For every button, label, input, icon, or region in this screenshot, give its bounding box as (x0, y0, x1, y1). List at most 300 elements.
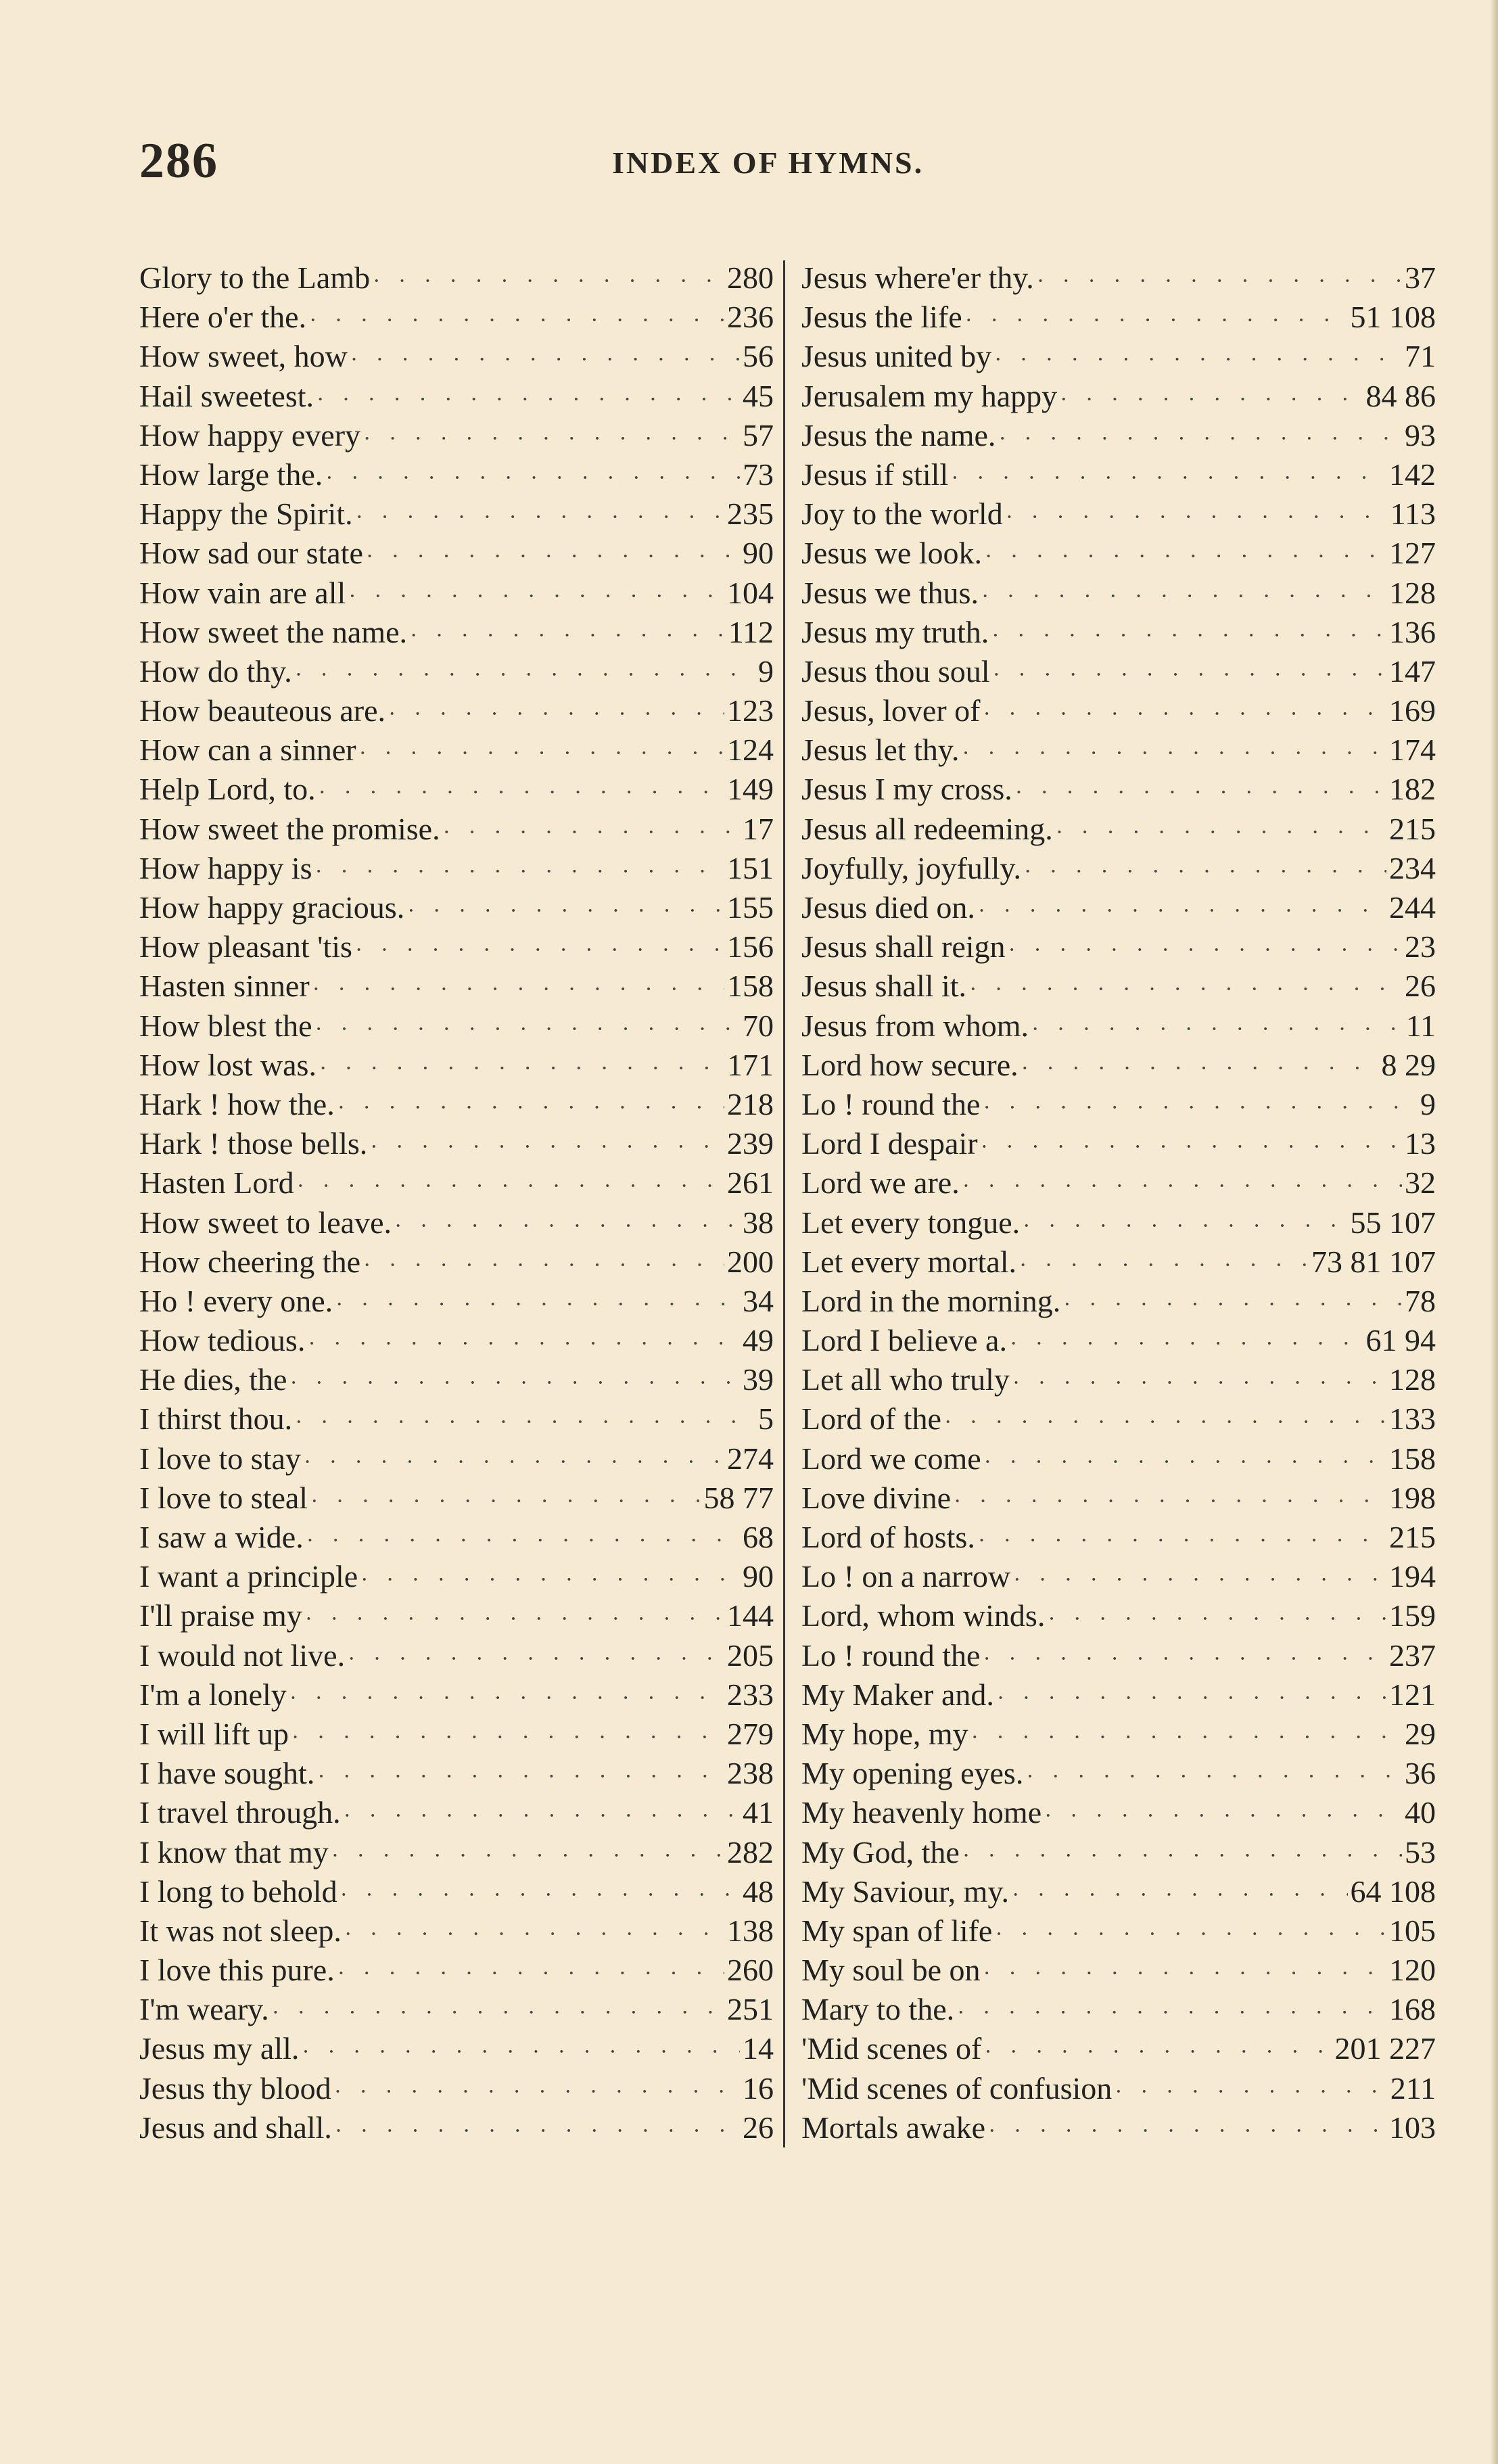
index-entry (801, 1675, 1436, 1715)
index-entry (139, 1754, 774, 1793)
hymn-first-line: Jesus we look. (801, 536, 983, 571)
dot-leader (310, 1482, 701, 1518)
dot-leader (1024, 852, 1386, 888)
dot-leader (337, 1954, 724, 1990)
hymn-page-numbers: 73 (743, 457, 774, 492)
hymn-first-line: Jesus thy blood (139, 2070, 331, 2106)
hymn-page-numbers: 155 (727, 890, 774, 925)
dot-leader (1048, 1600, 1386, 1635)
dot-leader (360, 1560, 740, 1596)
dot-leader (969, 970, 1402, 1006)
index-entry (139, 967, 774, 1006)
hymn-first-line: I will lift up (139, 1716, 289, 1751)
hymn-page-numbers: 112 (728, 614, 774, 649)
dot-leader (951, 459, 1386, 494)
hymn-first-line: Joy to the world (801, 496, 1003, 532)
dot-leader (363, 419, 740, 455)
index-entry (801, 1439, 1436, 1479)
dot-leader (1031, 1010, 1403, 1046)
dot-leader (309, 301, 724, 337)
dot-leader (295, 655, 755, 691)
index-entry (801, 1242, 1436, 1282)
dot-leader (344, 1915, 724, 1951)
hymn-page-numbers: 151 (727, 850, 774, 885)
index-entry (139, 1282, 774, 1321)
index-entry (139, 1124, 774, 1163)
hymn-page-numbers: 234 (1389, 850, 1436, 885)
dot-leader (302, 2032, 740, 2068)
hymn-first-line: Jesus thou soul (801, 653, 990, 689)
hymn-first-line: Lord we come (801, 1441, 981, 1476)
index-entry (139, 337, 774, 376)
hymn-page-numbers: 61 94 (1365, 1323, 1436, 1358)
hymn-page-numbers: 198 (1389, 1480, 1436, 1515)
hymn-page-numbers: 218 (727, 1086, 774, 1121)
hymn-page-numbers: 55 107 (1350, 1205, 1436, 1240)
hymn-page-numbers: 239 (727, 1126, 774, 1161)
index-entry (139, 1321, 774, 1360)
index-entry (801, 1793, 1436, 1832)
hymn-first-line: How beauteous are. (139, 693, 386, 728)
dot-leader (962, 1836, 1402, 1872)
hymn-first-line: My heavenly home (801, 1795, 1042, 1830)
dot-leader (978, 1521, 1386, 1557)
dot-leader (991, 616, 1386, 652)
hymn-page-numbers: 156 (727, 929, 774, 964)
hymn-first-line: I love this pure. (139, 1953, 335, 1988)
dot-leader (1010, 1324, 1363, 1360)
hymn-page-numbers: 9 (758, 653, 774, 689)
dot-leader (344, 1796, 740, 1832)
dot-leader (984, 2032, 1332, 2068)
hymn-page-numbers: 5 (758, 1401, 774, 1437)
index-column-right (801, 258, 1436, 2147)
dot-leader (1015, 773, 1386, 809)
hymn-page-numbers: 8 29 (1381, 1047, 1436, 1082)
index-entry (139, 613, 774, 652)
dot-leader (965, 301, 1348, 337)
hymn-first-line: Hasten sinner (139, 969, 310, 1004)
index-entry (801, 927, 1436, 967)
hymn-first-line: Mary to the. (801, 1992, 955, 2027)
hymn-page-numbers: 127 (1389, 536, 1436, 571)
dot-leader (295, 1403, 755, 1439)
hymn-page-numbers: 280 (727, 260, 774, 295)
dot-leader (988, 2112, 1386, 2147)
hymn-page-numbers: 23 (1405, 929, 1436, 964)
index-entry (801, 1596, 1436, 1635)
dot-leader (355, 931, 724, 967)
dot-leader (370, 1128, 724, 1163)
dot-leader (366, 537, 740, 573)
dot-leader (317, 1757, 724, 1793)
hymn-page-numbers: 200 (727, 1244, 774, 1279)
dot-leader (944, 1403, 1386, 1439)
dot-leader (407, 891, 724, 927)
hymn-page-numbers: 121 (1389, 1677, 1436, 1712)
index-entry (139, 2108, 774, 2147)
hymn-page-numbers: 14 (743, 2031, 774, 2066)
index-entry (139, 691, 774, 730)
hymn-page-numbers: 142 (1389, 457, 1436, 492)
hymn-first-line: Hark ! how the. (139, 1086, 335, 1121)
index-entry (139, 652, 774, 691)
index-entry (139, 1360, 774, 1399)
hymn-page-numbers: 235 (727, 496, 774, 532)
dot-leader (1012, 1364, 1386, 1399)
index-entry (801, 574, 1436, 613)
hymn-first-line: Lord I despair (801, 1126, 978, 1161)
index-entry (801, 849, 1436, 888)
hymn-page-numbers: 48 (743, 1874, 774, 1909)
hymn-first-line: How cheering the (139, 1244, 360, 1279)
hymn-page-numbers: 34 (743, 1283, 774, 1318)
hymn-first-line: I know that my (139, 1834, 329, 1869)
index-entry (801, 494, 1436, 534)
hymn-page-numbers: 169 (1389, 693, 1436, 728)
dot-leader (335, 1285, 740, 1321)
dot-leader (962, 734, 1386, 770)
hymn-page-numbers: 13 (1405, 1126, 1436, 1161)
hymn-page-numbers: 17 (743, 811, 774, 846)
hymn-page-numbers: 29 (1405, 1716, 1436, 1751)
hymn-page-numbers: 233 (727, 1677, 774, 1712)
dot-leader (984, 1443, 1386, 1479)
hymn-first-line: How sweet to leave. (139, 1205, 392, 1240)
dot-leader (289, 1679, 724, 1715)
hymn-first-line: Jesus I my cross. (801, 772, 1012, 807)
hymn-page-numbers: 201 227 (1334, 2031, 1436, 2066)
dot-leader (331, 1836, 724, 1872)
hymn-first-line: Ho ! every one. (139, 1283, 333, 1318)
hymn-first-line: Jesus all redeeming. (801, 811, 1053, 846)
hymn-first-line: Jesus if still (801, 457, 949, 492)
hymn-first-line: Jerusalem my happy (801, 378, 1058, 413)
index-entry (139, 377, 774, 416)
dot-leader (312, 970, 724, 1006)
hymn-page-numbers: 274 (727, 1441, 774, 1476)
dot-leader (985, 537, 1386, 573)
hymn-first-line: Jesus, lover of (801, 693, 981, 728)
hymn-first-line: Lord of the (801, 1401, 941, 1437)
hymn-first-line: Jesus let thy. (801, 733, 960, 768)
dot-leader (335, 2112, 740, 2147)
hymn-page-numbers: 84 86 (1365, 378, 1436, 413)
dot-leader (315, 1010, 740, 1046)
hymn-page-numbers: 73 81 107 (1311, 1244, 1436, 1279)
hymn-first-line: My opening eyes. (801, 1756, 1024, 1791)
hymn-page-numbers: 261 (727, 1165, 774, 1201)
hymn-page-numbers: 205 (727, 1637, 774, 1673)
hymn-page-numbers: 58 77 (703, 1480, 774, 1515)
index-entry (139, 927, 774, 967)
hymn-first-line: How sweet the promise. (139, 811, 440, 846)
index-entry (139, 730, 774, 770)
index-entry (139, 416, 774, 455)
index-entry (139, 1046, 774, 1085)
hymn-first-line: He dies, the (139, 1362, 287, 1397)
hymn-page-numbers: 128 (1389, 1362, 1436, 1397)
dot-leader (297, 1167, 724, 1203)
index-entry (139, 1399, 774, 1439)
index-entry (139, 810, 774, 849)
index-entry (139, 1085, 774, 1124)
hymn-first-line: Lord, whom winds. (801, 1598, 1046, 1633)
index-entry (801, 1399, 1436, 1439)
hymn-page-numbers: 41 (743, 1795, 774, 1830)
dot-leader (340, 1876, 740, 1911)
hymn-page-numbers: 133 (1389, 1401, 1436, 1437)
index-entry (139, 1951, 774, 1990)
hymn-first-line: Lord of hosts. (801, 1520, 975, 1554)
hymn-first-line: Lo ! round the (801, 1086, 981, 1121)
dot-leader (334, 2072, 740, 2108)
hymn-first-line: My Maker and. (801, 1677, 994, 1712)
dot-leader (1008, 931, 1402, 967)
hymn-first-line: Love divine (801, 1480, 951, 1515)
hymn-first-line: Here o'er the. (139, 300, 307, 335)
index-entry (139, 1242, 774, 1282)
index-entry (801, 1715, 1436, 1754)
index-entry (801, 1911, 1436, 1951)
index-entry (801, 730, 1436, 770)
hymn-page-numbers: 144 (727, 1598, 774, 1633)
index-entry (801, 1360, 1436, 1399)
index-entry (139, 1911, 774, 1951)
dot-leader (1060, 380, 1363, 416)
index-entry (139, 1163, 774, 1203)
hymn-first-line: How do thy. (139, 653, 292, 689)
hymn-first-line: Glory to the Lamb (139, 260, 371, 295)
dot-leader (289, 1364, 740, 1399)
dot-leader (998, 419, 1402, 455)
hymn-first-line: I love to stay (139, 1441, 301, 1476)
index-entry (801, 416, 1436, 455)
hymn-first-line: Jesus died on. (801, 890, 975, 925)
hymn-page-numbers: 237 (1389, 1637, 1436, 1673)
dot-leader (337, 1088, 724, 1124)
dot-leader (272, 1993, 724, 2029)
dot-leader (981, 577, 1386, 613)
hymn-first-line: Jesus the name. (801, 417, 996, 452)
index-entry (801, 377, 1436, 416)
hymn-first-line: How sweet the name. (139, 614, 407, 649)
hymn-page-numbers: 90 (743, 1559, 774, 1594)
dot-leader (1115, 2072, 1387, 2108)
dot-leader (954, 1482, 1386, 1518)
dot-leader (315, 852, 724, 888)
dot-leader (363, 1246, 724, 1282)
hymn-page-numbers: 215 (1389, 811, 1436, 846)
index-entry (801, 888, 1436, 927)
dot-leader (319, 773, 724, 809)
hymn-page-numbers: 138 (727, 1913, 774, 1948)
index-entry (801, 1872, 1436, 1911)
index-entry (801, 652, 1436, 691)
hymn-page-numbers: 64 108 (1350, 1874, 1436, 1909)
index-entry (139, 2029, 774, 2068)
dot-leader (443, 813, 740, 849)
hymn-first-line: How large the. (139, 457, 323, 492)
hymn-first-line: Hark ! those bells. (139, 1126, 368, 1161)
hymn-page-numbers: 105 (1389, 1913, 1436, 1948)
dot-leader (962, 1167, 1402, 1203)
index-entry (801, 810, 1436, 849)
index-entry (139, 1833, 774, 1872)
dot-leader (350, 340, 740, 376)
hymn-first-line: How happy every (139, 417, 361, 452)
hymn-page-numbers: 16 (743, 2070, 774, 2106)
index-entry (139, 258, 774, 298)
hymn-first-line: Jesus the life (801, 300, 962, 335)
hymn-page-numbers: 149 (727, 772, 774, 807)
hymn-first-line: I love to steal (139, 1480, 308, 1515)
hymn-first-line: Help Lord, to. (139, 772, 316, 807)
hymn-page-numbers: 260 (727, 1953, 774, 1988)
dot-leader (373, 262, 724, 298)
index-entry (801, 455, 1436, 494)
index-entry (139, 298, 774, 337)
hymn-page-numbers: 90 (743, 536, 774, 571)
hymn-first-line: How happy gracious. (139, 890, 405, 925)
hymn-page-numbers: 32 (1405, 1165, 1436, 1201)
index-entry (801, 1203, 1436, 1242)
hymn-page-numbers: 70 (743, 1008, 774, 1043)
hymn-page-numbers: 26 (743, 2110, 774, 2145)
hymn-first-line: How tedious. (139, 1323, 306, 1358)
hymn-page-numbers: 128 (1389, 575, 1436, 610)
hymn-first-line: How vain are all (139, 575, 346, 610)
hymn-first-line: My soul be on (801, 1953, 981, 1988)
hymn-page-numbers: 123 (727, 693, 774, 728)
hymn-first-line: How sad our state (139, 536, 363, 571)
dot-leader (993, 655, 1386, 691)
hymn-first-line: How can a sinner (139, 733, 356, 768)
index-entry (139, 888, 774, 927)
hymn-page-numbers: 36 (1405, 1756, 1436, 1791)
dot-leader (983, 1954, 1387, 1990)
hymn-page-numbers: 211 (1390, 2070, 1436, 2106)
index-entry (139, 1203, 774, 1242)
hymn-first-line: Jesus my truth. (801, 614, 989, 649)
dot-leader (1056, 813, 1386, 849)
hymn-first-line: Lo ! round the (801, 1637, 981, 1673)
index-entry (139, 1006, 774, 1046)
hymn-page-numbers: 103 (1389, 2110, 1436, 2145)
hymn-first-line: Let every mortal. (801, 1244, 1017, 1279)
hymn-first-line: I would not live. (139, 1637, 346, 1673)
hymn-page-numbers: 158 (1389, 1441, 1436, 1476)
index-entry (801, 298, 1436, 337)
dot-leader (305, 1600, 724, 1635)
index-entry (801, 1321, 1436, 1360)
hymn-first-line: Let all who truly (801, 1362, 1010, 1397)
dot-leader (1012, 1876, 1348, 1911)
dot-leader (317, 380, 740, 416)
hymn-page-numbers: 113 (1390, 496, 1436, 532)
hymn-page-numbers: 182 (1389, 772, 1436, 807)
dot-leader (291, 1718, 724, 1754)
hymn-first-line: I'll praise my (139, 1598, 302, 1633)
hymn-page-numbers: 93 (1405, 417, 1436, 452)
index-entry (801, 691, 1436, 730)
index-entry (801, 2108, 1436, 2147)
hymn-first-line: How blest the (139, 1008, 312, 1043)
dot-leader (983, 1088, 1418, 1124)
index-entry (801, 1006, 1436, 1046)
index-entry (801, 258, 1436, 298)
index-entry (139, 1557, 774, 1596)
index-entry (139, 849, 774, 888)
page-edge-shadow (1490, 0, 1498, 2464)
index-entry (801, 337, 1436, 376)
index-entry (139, 770, 774, 809)
hymn-first-line: Jesus my all. (139, 2031, 300, 2066)
index-entry (801, 1282, 1436, 1321)
dot-leader (1021, 1049, 1379, 1085)
index-entry (801, 1951, 1436, 1990)
hymn-page-numbers: 159 (1389, 1598, 1436, 1633)
hymn-first-line: How lost was. (139, 1047, 317, 1082)
hymn-first-line: 'Mid scenes of confusion (801, 2070, 1113, 2106)
dot-leader (304, 1443, 724, 1479)
hymn-first-line: Hail sweetest. (139, 378, 314, 413)
hymn-first-line: 'Mid scenes of (801, 2031, 982, 2066)
hymn-page-numbers: 282 (727, 1834, 774, 1869)
index-entry (801, 1046, 1436, 1085)
index-entry (801, 1557, 1436, 1596)
index-entry (801, 1636, 1436, 1675)
dot-leader (983, 695, 1386, 730)
dot-leader (410, 616, 726, 652)
dot-leader (308, 1324, 740, 1360)
hymn-page-numbers: 9 (1420, 1086, 1436, 1121)
hymn-first-line: My Saviour, my. (801, 1874, 1009, 1909)
dot-leader (978, 891, 1386, 927)
dot-leader (319, 1049, 724, 1085)
hymn-first-line: I'm a lonely (139, 1677, 287, 1712)
index-entry (139, 574, 774, 613)
hymn-page-numbers: 238 (727, 1756, 774, 1791)
dot-leader (1023, 1207, 1347, 1242)
hymn-first-line: Mortals awake (801, 2110, 986, 2145)
index-entry (801, 1085, 1436, 1124)
hymn-first-line: My God, the (801, 1834, 960, 1869)
dot-leader (356, 498, 724, 534)
hymn-first-line: Jesus shall it. (801, 969, 967, 1004)
hymn-first-line: Lord in the morning. (801, 1283, 1061, 1318)
hymn-page-numbers: 104 (727, 575, 774, 610)
hymn-page-numbers: 38 (743, 1205, 774, 1240)
index-entry (139, 455, 774, 494)
index-entry (139, 1479, 774, 1518)
index-entry (139, 1596, 774, 1635)
hymn-first-line: I travel through. (139, 1795, 341, 1830)
index-entry (139, 1990, 774, 2029)
hymn-page-numbers: 40 (1405, 1795, 1436, 1830)
index-entry (139, 1872, 774, 1911)
hymn-page-numbers: 56 (743, 339, 774, 374)
index-entry (801, 1163, 1436, 1203)
index-entry (801, 613, 1436, 652)
dot-leader (348, 577, 724, 613)
hymn-page-numbers: 57 (743, 417, 774, 452)
index-entry (139, 2069, 774, 2108)
index-entry (139, 534, 774, 573)
hymn-first-line: How happy is (139, 850, 312, 885)
index-entry (801, 770, 1436, 809)
index-entry (801, 2069, 1436, 2108)
